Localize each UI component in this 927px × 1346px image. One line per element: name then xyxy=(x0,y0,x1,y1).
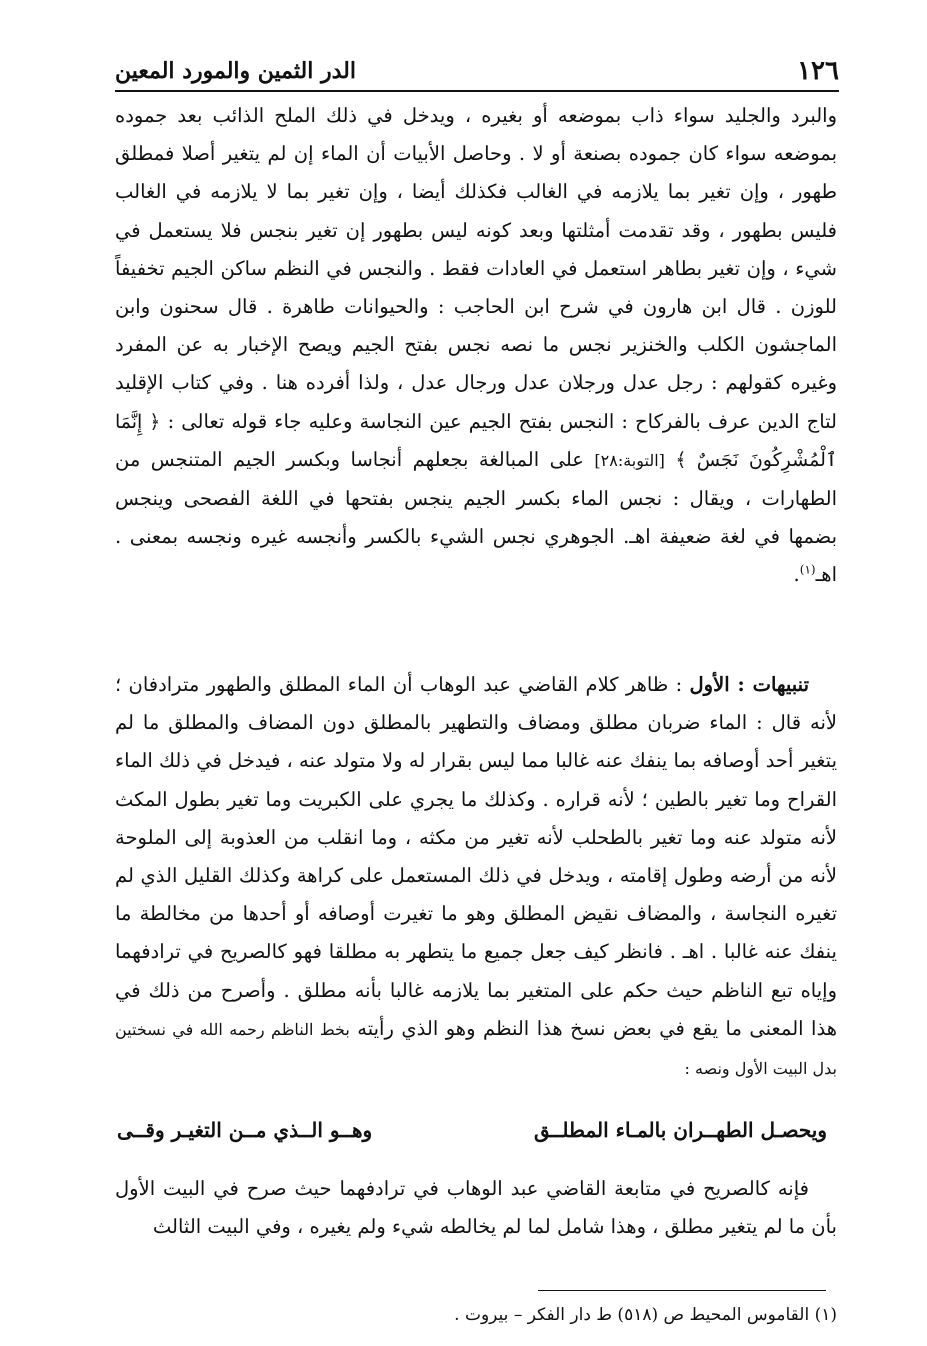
notes-text xyxy=(115,666,837,1088)
quran-verse: ﴿ إِنَّمَا ٱلْمُشْرِكُونَ نَجَسٌ ﴾ xyxy=(115,410,837,471)
after-verse-paragraph xyxy=(115,1170,837,1246)
main-text xyxy=(115,97,837,595)
running-title: الدر الثمين والمورد المعين xyxy=(115,58,357,84)
after-verse-text: فإنه كالصريح في متابعة القاضي عبد الوهاب في ترادفهما حيث صرح في البيت الأول بأن ما لم يتغير مطلق ، وهذا شامل لما لم يخالطه شيء ولم يغيره ، وفي البيت الثالث xyxy=(115,1177,837,1239)
notes-first-label: الأول xyxy=(689,673,730,696)
header-rule xyxy=(115,90,839,92)
main-text-b: على المبالغة بجعلهم أنجاسا وبكسر الجيم المتنجس من الطهارات ، ويقال : نجس الماء بكسر الجيم ينجس بفتحها في اللغة الفصحى وينجس بضمها في لغة ضعيفة اهـ. الجوهري نجس الشيء بالكسر وأنجسه غيره ونجسه بمعنى . اهـ xyxy=(115,447,837,587)
footnote-rule xyxy=(538,1290,826,1291)
main-end-dot: . xyxy=(793,563,800,587)
footnote: (١) القاموس المحيط ص (٥١٨) ط دار الفكر – بيروت . xyxy=(454,1305,837,1325)
notes-small-text: بخط الناظم رحمه الله في نسختين بدل البيت الأول ونصه : xyxy=(115,1019,837,1079)
notes-body: : ظاهر كلام القاضي عبد الوهاب أن الماء المطلق والطهور مترادفان ؛ لأنه قال : الماء ضربان مطلق ومضاف والتطهير بالمطلق دون المضاف والمطلق ما لم يتغير أحد أوصافه بما ينفك عنه غالبا مما ليس بقرار له ولا متولد عنه ، فيدخل في ذلك الماء القراح وما تغير بالطين ؛ لأنه قراره . وكذلك ما يجري على الكبريت وما تغير بطول المكث لأنه متولد عنه وما تغير بالطحلب لأنه تغير من مكثه ، وما انقلب من العذوبة إلى الملوحة لأنه من أرضه وطول إقامته ، ويدخل في ذلك المستعمل على كراهة وكذلك القليل الذي لم تغيره النجاسة ، والمضاف نقيض المطلق وهو ما تغيرت أوصافه أو أحدها من مخالطة ما ينفك عنه غالبا . اهـ . فانظر كيف جعل جميع ما يتطهر به مطلقا فهو كالصريح في ترادفهما وإياه تبع الناظم حيث حكم على المتغير بما يلازمه غالبا بأنه مطلق . وأصرح من ذلك في هذا المعنى ما يقع في بعض نسخ هذا النظم وهو الذي رأيته xyxy=(115,673,837,1040)
footnote-reference: (١) xyxy=(799,562,816,577)
poem-verse xyxy=(107,1118,827,1158)
notes-paragraph xyxy=(115,666,837,1088)
verse-second-hemistich: وهــو الــذي مــن التغيـر وقــى xyxy=(117,1118,373,1142)
verse-first-hemistich: ويحصـل الطهــران بالمـاء المطلــق xyxy=(534,1118,827,1142)
quran-reference: [التوبة:٢٨] xyxy=(594,450,665,470)
main-paragraph xyxy=(115,97,837,595)
page-header xyxy=(115,52,839,90)
notes-lead-label: تنبيهات : xyxy=(729,673,809,696)
main-text-a: والبرد والجليد سواء ذاب بموضعه أو بغيره ، ويدخل في ذلك الملح الذائب بعد جموده بموضعه سواء كان جموده بصنعة أو لا . وحاصل الأبيات أن الماء إن لم يتغير أصلا فمطلق طهور ، وإن تغير بما يلازمه في الغالب فكذلك أيضا ، وإن تغير بما لا يلازمه في الغالب فليس بطهور ، وقد تقدمت أمثلتها وبعد كونه ليس بطهور إن تغير بنجس فلا يستعمل في شيء ، وإن تغير بطاهر استعمل في العادات فقط . والنجس في النظم ساكن الجيم تخفيفاً للوزن . قال ابن هارون في شرح ابن الحاجب : والحيوانات طاهرة . قال سحنون وابن الماجشون الكلب والخنزير نجس ما نصه نجس بفتح الجيم ويصح الإخبار به عن المفرد وغيره كقولهم : رجل عدل ورجلان عدل ورجال عدل ، ولذا أفرده هنا . وفي كتاب الإقليد لتاج الدين عرف بالفركاح : النجس بفتح الجيم عين النجاسة وعليه جاء قوله تعالى : xyxy=(115,104,837,433)
page-number: ١٢٦ xyxy=(797,56,839,86)
